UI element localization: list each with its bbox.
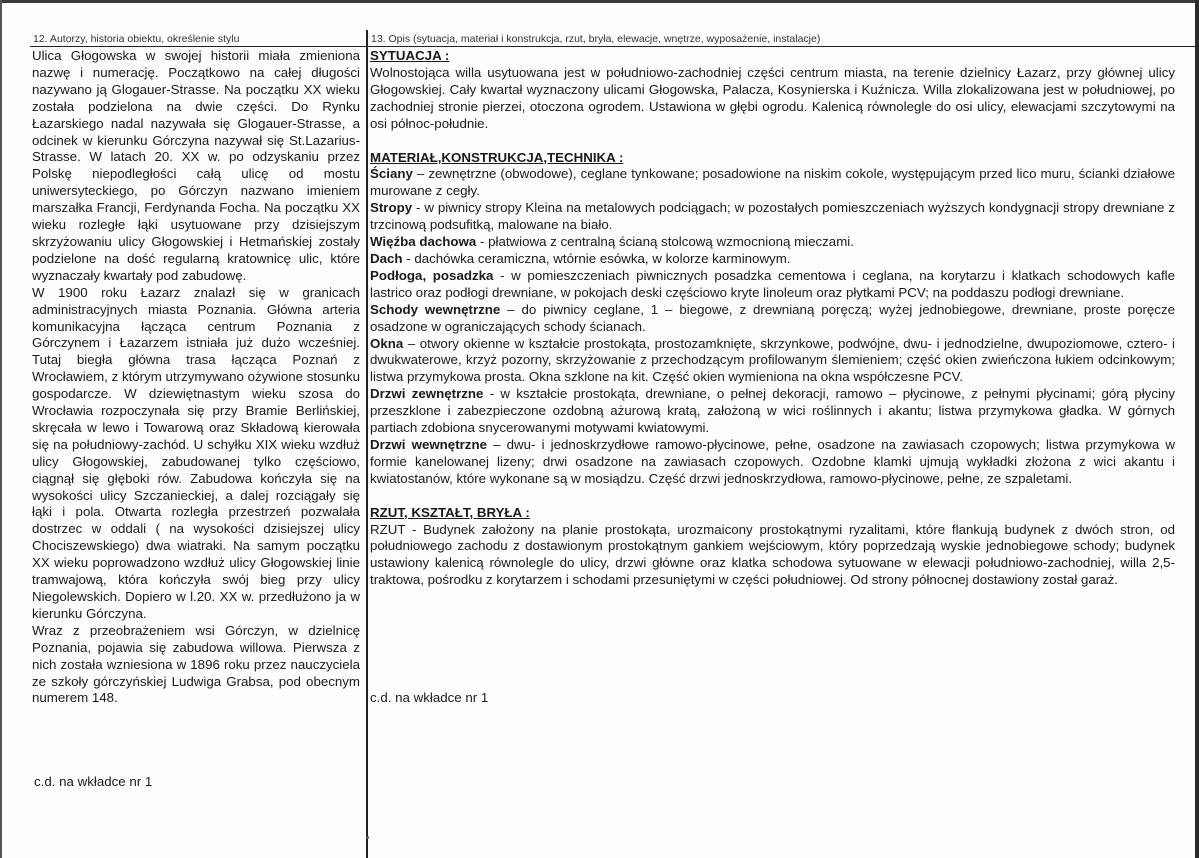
- item-label: Stropy: [370, 200, 413, 216]
- item-text: - w piwnicy stropy Kleina na metalowych podciągach; w pozostałych pomieszczeniach wyższych kondygnacji stropy drewniane z trzcinową podsufitką, malowane na biało.: [370, 200, 1175, 233]
- item-text: - w pomieszczeniach piwnicznych posadzka cementowa i ceglana, na korytarzu i klatkach schodowych kafle lastrico oraz podłogi drewniane, w pokojach deski częściowo kryte linoleum oraz płytkami PCV; na poddaszu podłogi drewniane.: [370, 267, 1175, 300]
- rzut-heading: RZUT, KSZTAŁT, BRYŁA :: [370, 504, 530, 520]
- continued-note: c.d. na wkładce nr 1: [34, 774, 153, 789]
- continued-note: c.d. na wkładce nr 1: [370, 690, 489, 705]
- item-text: - dachówka ceramiczna, wtórnie esówka, w kolorze karminowym.: [402, 250, 791, 266]
- history-column: [32, 48, 360, 707]
- item-label: Drzwi wewnętrzne: [370, 436, 487, 452]
- item-label: Dach: [370, 250, 403, 266]
- page-edge-top: [0, 0, 1199, 3]
- sytuacja-heading: SYTUACJA :: [370, 48, 450, 63]
- item-label: Ściany: [370, 166, 413, 182]
- material-item: [370, 336, 1175, 387]
- scan-speck: [366, 836, 369, 839]
- item-text: – otwory okienne w kształcie prostokąta, prostozamknięte, skrzynkowe, podwójne, dwu- i jednodzielne, dwupoziomowe, cztero- i dwukwaterowe, krzyż pozorny, skrzyżowanie z przechodzącym profilowanym ślemieniem; część okien zwieńczona łukiem odcinkowym; listwa przymykowa prosta. Okna szklone na kit. Część okien wymieniona na okna współczesne PCV.: [370, 335, 1175, 385]
- item-label: Więźba dachowa: [370, 234, 477, 250]
- material-item: [370, 166, 1175, 200]
- item-text: – do piwnicy ceglane, 1 – biegowe, z drewnianą poręczą; wyżej jednobiegowe, drewniane, proste poręcze osadzone w ograniczających schody ścianach.: [370, 301, 1175, 334]
- item-text: - w kształcie prostokąta, drewniane, o pełnej dekoracji, ramowo – płycinowe, z pełnymi płycinami; górą płyciny przeszklone i zabezpieczone ozdobną ażurową kratą, założoną w wici roślinnych i akantu; listwa przymykowa gładka. W górnych partiach zdobiona snycerowanymi motywami kwiatowymi.: [370, 386, 1175, 436]
- material-item: [370, 302, 1175, 336]
- column-divider: [366, 30, 368, 858]
- material-item: [370, 437, 1175, 488]
- material-item: [370, 234, 1175, 251]
- sytuacja-text: Wolnostojąca willa usytuowana jest w południowo-zachodniej części centrum miasta, na terenie dzielnicy Łazarz, przy głównej ulicy Głogowskiej. Cały kwartał wyznaczony ulicami Głogowska, Palacza, Kosynierska i Kuźnicza. Willa zlokalizowana jest w południowej, po zachodniej stronie pierzei, otoczona ogrodem. Ustawiona w głębi ogrodu. Kalenicą równolegle do osi ulicy, elewacjami szczytowymi na osi północ-południe.: [370, 64, 1175, 131]
- section-header-history: 12. Autorzy, historia obiektu, określenie stylu: [33, 33, 240, 45]
- item-text: – zewnętrzne (obwodowe), ceglane tynkowane; posadowione na niskim cokole, występującym przed lico muru, ścianki działowe murowane z cegły.: [370, 166, 1175, 199]
- material-heading: MATERIAŁ,KONSTRUKCJA,TECHNIKA :: [370, 149, 624, 165]
- material-item: [370, 386, 1175, 437]
- page-edge-left: [0, 0, 2, 858]
- material-item: [370, 200, 1175, 234]
- item-text: - płatwiowa z centralną ścianą stolcową wzmocnioną mieczami.: [476, 234, 854, 250]
- section-header-description: 13. Opis (sytuacja, materiał i konstrukcja, rzut, bryła, elewacje, wnętrze, wyposażenie, instalacje): [371, 33, 821, 45]
- item-text: – dwu- i jednoskrzydłowe ramowo-płycinowe, pełne, osadzone na zawiasach czopowych; listwa przymykowa w formie kanelowanej lizeny; drwi osadzone na zawiasach czopowych. Ozdobne klamki ujmują wykładki złożona z wici akantu i kwiatostanów, które wykonane są w mosiądzu. Część drzwi jednoskrzydłowa, ramowo-płycinowe, pełne, ze szpaletami.: [370, 436, 1175, 486]
- material-item: [370, 268, 1175, 302]
- item-label: Podłoga, posadzka: [370, 267, 494, 283]
- history-paragraph: Ulica Głogowska w swojej historii miała zmieniona nazwę i numerację. Początkowo na całej długości nazywano ją Glogauer-Strasse. Na początku XX wieku została podzielona na dwie części. Do Rynku Łazarskiego nadal nazywała się Glogauer-Strasse, a odcinek w kierunku Górczyna nazywał się St.Lazarius-Strasse. W latach 20. XX w. po odzyskaniu przez Polskę niepodległości całą ulicę od mostu uniwersyteckiego, po Górczyn nazwano imieniem marszałka Francji, Ferdynanda Focha. Na początku XX wieku rozległe łąki usytuowane przy dzisiejszym skrzyżowaniu ulicy Głogowskiej i Hetmańskiej zostały podzielone na dość regularną kratownicę ulic, które wyznaczały kwartały pod zabudowę.: [32, 48, 360, 283]
- item-label: Drzwi zewnętrzne: [370, 386, 484, 402]
- history-paragraph: Wraz z przeobrażeniem wsi Górczyn, w dzielnicę Poznania, pojawia się zabudowa willowa. Pierwsza z nich została wzniesiona w 1896 roku przez nauczyciela ze szkoły górczyńskiej Ludwiga Grabsa, pod obecnym numerem 148.: [32, 622, 360, 706]
- material-item: [370, 251, 1175, 268]
- page-edge-right: [1195, 0, 1199, 858]
- item-label: Schody wewnętrzne: [370, 301, 501, 317]
- history-paragraph: W 1900 roku Łazarz znalazł się w granicach administracyjnych miasta Poznania. Główna arteria komunikacyjna łącząca centrum Poznania z Górczynem i Łazarzem istniała już dużo wcześniej. Tutaj biegła główna trasa łącząca Poznań z Wrocławiem, z którym utrzymywano ożywione stosunku gospodarcze. W dziewiętnastym wieku szosa do Wrocławia rozpoczynała się przy Bramie Berlińskiej, skręcała w lewo i Towarową oraz Składową kierowała się na południowy-zachód. U schyłku XIX wieku wzdłuż ulicy Głogowskiej, zabudowanej tylko częściowo, ciągnął się głęboki rów. Zabudowa kończyła się na wysokości ulicy Szczanieckiej, a dalej rozciągały się łąki i pola. Otwarta rozległa przestrzeń pozwalała dostrzec w oddali ( na wysokości dzisiejszej ulicy Chociszewskiego) dwa wiatraki. Na samym początku XX wieku poprowadzono wzdłuż ulicy Głogowskiej linie tramwajową, która kończyła swój bieg przy ulicy Niegolewskich. Dopiero w l.20. XX w. przedłużono ja w kierunku Górczyna.: [32, 284, 360, 621]
- item-label: Okna: [370, 335, 404, 351]
- description-column: [370, 48, 1175, 589]
- rzut-text: RZUT - Budynek założony na planie prostokąta, urozmaicony prostokątnymi ryzalitami, które flankują budynek z dwóch stron, od południowego zachodu z dostawionym prostokątnym gankiem wejściowym, który poprzedzają wyskie jednobiegowe schody; budynek ustawiony kalenicą równolegle do ulicy, drzwi główne oraz klatka schodowa sytuowane w elewacji południowo-zachodniej, willa 2,5- traktowa, pośrodku z korytarzem i schodami przesuniętymi w części południowej. Od strony północnej dostawiony został garaż.: [370, 521, 1175, 588]
